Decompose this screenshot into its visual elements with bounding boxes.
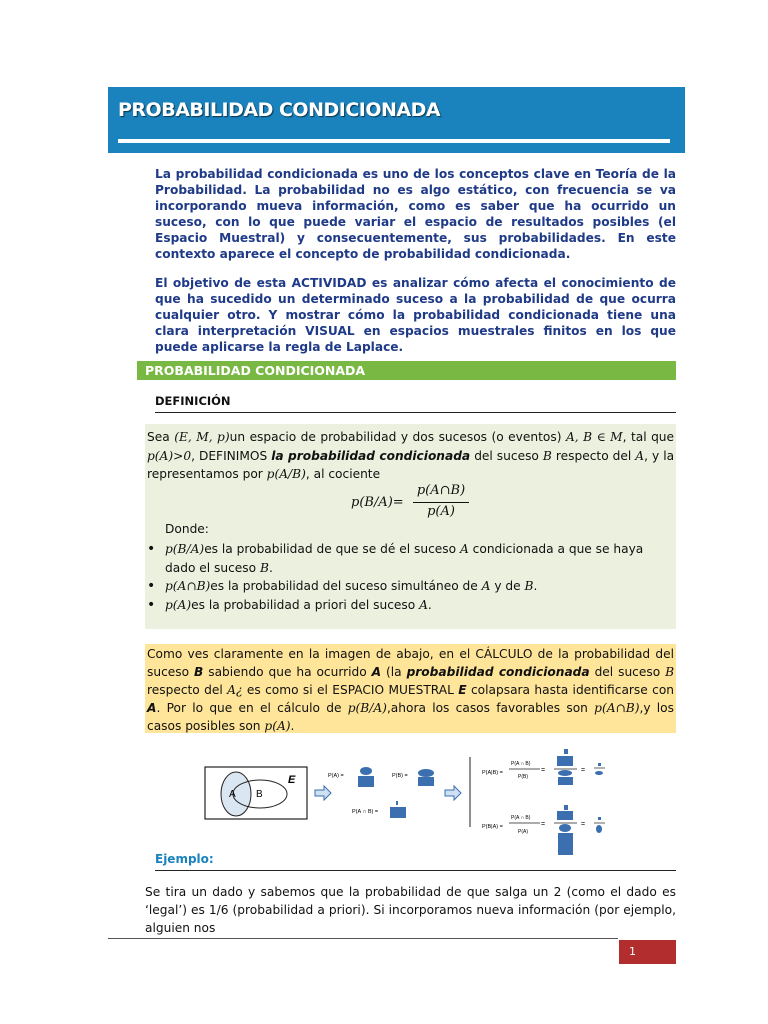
math-pa-positive: p(A)>0: [147, 448, 192, 463]
venn-b-label: B: [256, 789, 263, 800]
svg-text:P(A ∩ B) =: P(A ∩ B) =: [352, 809, 379, 815]
svg-text:P(B): P(B): [518, 774, 528, 780]
svg-text:P(B) =: P(B) =: [392, 773, 408, 779]
donde-label: Donde:: [165, 522, 209, 536]
page-title: PROBABILIDAD CONDICIONADA: [118, 99, 441, 121]
rect-icon: [557, 756, 573, 766]
intro-paragraph-2: El objetivo de esta ACTIVIDAD es analizar cómo afecta el conocimiento de que ha sucedido un determinado suceso a la probabilidad de que ocurra cualquier otro. Y mostrar cómo la probabilidad condicionada tiene una clara interpretación VISUAL en espacios muestrales finitos en los que puede aplicarse la regla de Laplace.: [155, 275, 676, 354]
venn-a-label: A: [229, 789, 236, 800]
rect-icon: [390, 807, 406, 818]
shape-a-icon: [559, 824, 571, 832]
example-text: Se tira un dado y sabemos que la probabilidad de que salga un 2 (como el dado es ‘legal’) es 1/6 (probabilidad a priori). Si incorporamos nueva información (por ejemplo, alguien nos: [145, 885, 676, 935]
sample-space-label: E: [288, 774, 296, 786]
concept-name: la probabilidad condicionada: [271, 448, 471, 463]
svg-text:=: =: [581, 821, 586, 828]
page-number: 1: [619, 940, 676, 964]
math-space: (E, M, p): [174, 430, 230, 444]
shape-a-icon: [360, 767, 372, 775]
formula-fraction: [413, 482, 469, 521]
rect-icon: [598, 763, 601, 766]
svg-text:P(A) =: P(A) =: [328, 773, 344, 779]
svg-text:P(A ∩ B): P(A ∩ B): [511, 815, 531, 821]
math-notation: p(A/B): [266, 467, 306, 481]
rect-icon: [564, 749, 568, 754]
probability-diagram: [200, 745, 640, 857]
rect-icon: [557, 811, 573, 820]
rect-icon: [558, 777, 573, 785]
intro-section: [155, 166, 676, 367]
note-box: [145, 644, 676, 733]
list-item: • p(A)es la probabilidad a priori del suceso A.: [145, 596, 676, 615]
list-item: • p(A∩B)es la probabilidad del suceso simultáneo de A y de B.: [145, 577, 676, 596]
definition-bullets: [145, 540, 676, 614]
rect-icon: [396, 801, 398, 805]
svg-text:P(A|B) =: P(A|B) =: [482, 770, 503, 776]
svg-text:=: =: [581, 767, 586, 774]
svg-text:P(A): P(A): [518, 829, 528, 835]
rect-icon: [564, 805, 568, 810]
formula-denominator: p(A): [427, 503, 455, 519]
shape-a-icon: [596, 825, 602, 833]
definition-box: [145, 424, 676, 629]
title-rule: [118, 139, 670, 143]
example-heading: Ejemplo:: [155, 852, 676, 871]
rect-icon: [598, 817, 601, 820]
rect-icon: [358, 776, 374, 787]
shape-b-icon: [595, 771, 603, 775]
definition-heading: DEFINICIÓN: [155, 394, 676, 413]
svg-text:=: =: [541, 767, 546, 774]
shape-b-icon: [558, 770, 572, 776]
intro-paragraph-1: La probabilidad condicionada es uno de los conceptos clave en Teoría de la Probabilidad. La probabilidad no es algo estático, con frecuencia se va incorporando mueva información, como es saber que ha ocurrido un suceso, con lo que puede variar el espacio de resultados posibles (el Espacio Muestral) y consecuentemente, sus probabilidades. En este contexto aparece el concepto de probabilidad condicionada.: [155, 167, 676, 262]
note-text: Como ves claramente en la imagen de abajo, en el CÁLCULO de la probabilidad del suceso B sabiendo que ha ocurrido A (la probabilidad condicionada del suceso B respecto del A¿ es como si el ESPACIO MUESTRAL E colapsara hasta identificarse con A. Por lo que en el cálculo de p(B/A),ahora los casos favorables son p(A∩B),y los casos posibles son p(A).: [147, 647, 675, 733]
venn-a: [221, 772, 251, 816]
svg-text:P(B|A) =: P(B|A) =: [482, 824, 503, 830]
rect-icon: [418, 777, 434, 786]
title-banner: [108, 87, 685, 153]
footer-rule: [108, 938, 618, 939]
arrow-icon: [445, 786, 461, 800]
list-item: • p(B/A)es la probabilidad de que se dé el suceso A condicionada a que se haya dado el suceso B.: [145, 540, 676, 577]
svg-text:P(A ∩ B): P(A ∩ B): [511, 761, 531, 767]
shape-b-icon: [418, 769, 434, 777]
formula-numerator: p(A∩B): [413, 482, 469, 503]
definition-text: Sea (E, M, p)un espacio de probabilidad y dos sucesos (o eventos) A, B ∈ M, tal que p(A)>0, DEFINIMOS la probabilidad condicionada del suceso B respecto del A, y la representamos por p(A/B), al cociente: [147, 430, 675, 481]
arrow-icon: [315, 786, 331, 800]
section-title: PROBABILIDAD CONDICIONADA: [137, 361, 676, 380]
svg-text:=: =: [541, 821, 546, 828]
formula-lhs: p(B/A)=: [351, 495, 404, 510]
math-events: A, B ∈ M: [565, 430, 623, 444]
